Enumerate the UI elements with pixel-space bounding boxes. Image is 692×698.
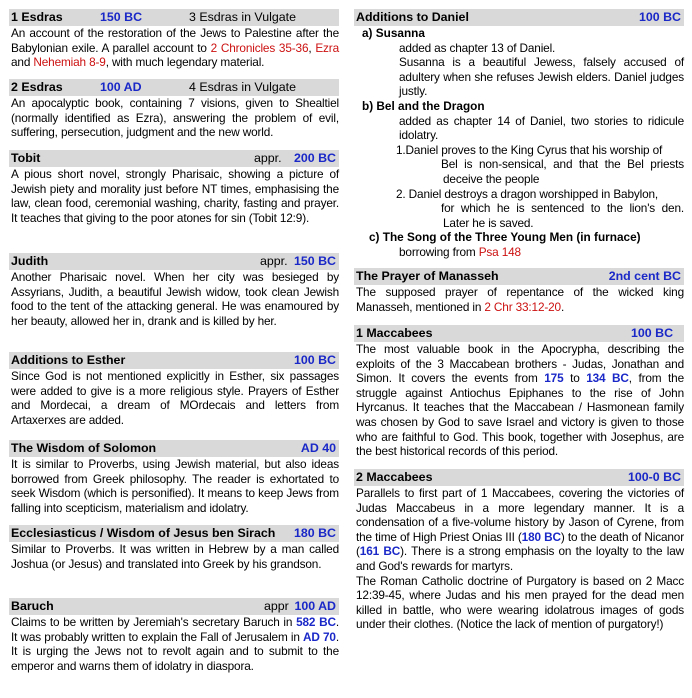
numbered-item-text: Bel is non-sensical, and that the Bel priests deceive the people [441, 157, 684, 186]
text-run: An account of the restoration of the Jews to Palestine after the Babylonian exile. A parallel account to [11, 26, 339, 55]
section-date: 180 BC [293, 526, 336, 540]
date-prefix: appr [264, 599, 289, 613]
numbered-item [354, 143, 684, 187]
section-title: Judith [11, 254, 49, 268]
text-run: , from the struggle against Antiochus Epiphanes to the rise of John Hyrcanus. It teaches that the Maccabean / Hasmonean family was chosen by God to save Israel and victory is given to those who are faithful to God. This book, together with Josephus, are the best historical records of this period. [356, 371, 685, 459]
section-text: It is similar to Proverbs, using Jewish material, but also ideas borrowed from Greek philosophy. The reader is exhortated to seek Wisdom (which is personified). It means to keep Jews from falling into scepticism, materialism and idolatry. [11, 457, 339, 515]
section-text: Similar to Proverbs. It was written in Hebrew by a man called Joshua (or Jesus) and translated into Greek by his grandson. [11, 542, 339, 571]
text-run: , with much legendary material. [105, 55, 265, 70]
section-title: Additions to Esther [11, 353, 126, 367]
text-run: ) to the death of Nicanor ( [356, 529, 684, 559]
subsection-text: Susanna is a beautiful Jewess, falsely accused of adultery when she refuses Jewish elders. Daniel judges justly. [399, 55, 684, 99]
date-prefix: appr. [260, 254, 288, 268]
numbered-item-text: 1.Daniel proves to the King Cyrus that his worship of [396, 142, 663, 157]
section-title: 1 Maccabees [356, 326, 433, 340]
text-run: to [563, 371, 587, 386]
section-header [9, 525, 339, 542]
text-run: and [11, 55, 34, 70]
section-date: 100-0 BC [627, 470, 681, 484]
text-run: borrowing from [399, 244, 479, 259]
date-highlight: 161 BC [359, 544, 401, 559]
section-date: 100 BC [293, 353, 336, 367]
text-run: . [560, 299, 565, 314]
date-highlight: 175 [544, 371, 564, 386]
section-date: 150 BC [100, 10, 143, 24]
numbered-item-text: for which he is sentenced to the lion's den. Later he is saved. [441, 201, 684, 230]
section-additions-to-daniel [354, 9, 684, 268]
subsection-label-susanna: a) Susanna [362, 26, 425, 40]
text-run: . It is urging the Jews not to revolt again and to submit to the emperor and warns them of idolatry in diaspora. [11, 629, 339, 673]
text-run: , [308, 40, 316, 55]
section-title: The Wisdom of Solomon [11, 441, 157, 455]
subsection-label-three-young-men: c) The Song of the Three Young Men (in furnace) [369, 230, 641, 245]
section-text: Since God is not mentioned explicitly in Esther, six passages were added to give is a more religious style. Prayers of Esther and Mordecai, a dream of MOrdecais and letters from Artaxerxes are added. [11, 369, 339, 427]
section-text [11, 26, 339, 70]
text-run: Claims to be written by Jeremiah's secretary Baruch in [11, 615, 297, 629]
section-baruch [9, 598, 339, 673]
section-text: A pious short novel, strongly Pharisaic, showing a picture of Jewish piety and morality just before NT times, emphasising the law, clean food, ceremonial washing, charity, fasting and prayer. It teaches that giving to the poor atones for sin (Tobit 12:9). [11, 167, 339, 225]
scripture-reference: 2 Chr 33:12-20 [484, 299, 561, 314]
numbered-item-text: 2. Daniel destroys a dragon worshipped in Babylon, [396, 186, 659, 201]
section-title: The Prayer of Manasseh [356, 269, 499, 283]
section-tobit [9, 150, 339, 253]
section-title: 2 Esdras [11, 80, 63, 94]
section-title: 2 Maccabees [356, 470, 433, 484]
section-date: 150 BC [293, 254, 336, 268]
text-run: The supposed prayer of repentance of the wicked king Manasseh, mentioned in [356, 285, 684, 314]
section-date: 100 AD [100, 80, 142, 94]
text-run: The most valuable book in the Apocrypha, describing the exploits of the 3 Maccabean brothers - Judas, Jonathan and Simon. It covers the events from [356, 342, 684, 386]
section-header [9, 440, 339, 457]
section-prayer-of-manasseh [354, 268, 684, 325]
section-header [354, 9, 684, 26]
text-run: . It was probably written to explain the Fall of Jerusalem in [11, 615, 339, 644]
section-header [354, 469, 684, 486]
right-column [354, 9, 684, 632]
section-note: 4 Esdras in Vulgate [189, 80, 296, 94]
section-date: AD 40 [300, 441, 336, 455]
section-1-esdras [9, 9, 339, 79]
section-title: 1 Esdras [11, 10, 63, 24]
subsection-text: added as chapter 13 of Daniel. [399, 40, 556, 55]
subsection-text [354, 245, 684, 260]
numbered-item [354, 187, 684, 231]
section-header [9, 598, 339, 615]
date-highlight: AD 70 [303, 629, 336, 644]
section-date: 100 BC [638, 10, 681, 24]
scripture-reference: Ezra [315, 40, 339, 55]
section-additions-to-esther [9, 352, 339, 440]
section-date: 200 BC [293, 151, 336, 165]
scripture-reference: Nehemiah 8-9 [33, 55, 106, 70]
subsection-text: added as chapter 14 of Daniel, two stories to ridicule idolatry. [399, 113, 684, 143]
subsection-label-bel-and-dragon: b) Bel and the Dragon [362, 98, 485, 113]
section-text [356, 342, 684, 459]
section-wisdom-of-solomon [9, 440, 339, 525]
section-title: Tobit [11, 151, 41, 165]
date-highlight: 180 BC [521, 529, 561, 544]
date-highlight: 582 BC [296, 615, 336, 629]
date-prefix: appr. [254, 151, 282, 165]
scripture-reference: Psa 148 [478, 244, 521, 259]
section-title: Additions to Daniel [356, 10, 469, 24]
section-2-esdras [9, 79, 339, 150]
section-note: 3 Esdras in Vulgate [189, 10, 296, 24]
scripture-reference: 2 Chronicles 35-36 [210, 40, 309, 55]
section-header [9, 9, 339, 26]
section-text [356, 285, 684, 314]
section-date: 100 AD [294, 599, 336, 613]
section-header [9, 79, 339, 96]
section-header [354, 268, 684, 285]
section-text [356, 486, 684, 574]
section-header [9, 150, 339, 167]
section-date: 2nd cent BC [608, 269, 681, 283]
date-highlight: 134 BC [586, 371, 629, 386]
section-title: Baruch [11, 599, 54, 613]
text-run: ). There is a strong emphasis on the loyalty to the law and God's rewards for martyrs. [356, 544, 684, 573]
section-2-maccabees [354, 469, 684, 632]
section-text-paragraph-2: The Roman Catholic doctrine of Purgatory is based on 2 Macc 12:39-45, where Judas and his men prayed for the dead men killed in battle, who were wearing idolatrous images of gods under their clothes. (Notice the lack of mention of purgatory!) [356, 573, 684, 632]
section-header [9, 352, 339, 369]
section-text: An apocalyptic book, containing 7 visions, given to Shealtiel (normally identified as Ezra), answering the problem of evil, suffering, persecution, judgment and the new world. [11, 96, 339, 140]
section-text [11, 615, 339, 673]
text-run: Parallels to first part of 1 Maccabees, covering the victories of Judas Maccabeus in a more legendary manner. It is a condensation of a five-volume history by Jason of Cyrene, from the time of High Priest Onias III ( [356, 486, 684, 544]
section-header [9, 253, 339, 270]
section-1-maccabees [354, 325, 684, 469]
section-date: 100 BC [631, 326, 674, 340]
section-header [354, 325, 684, 342]
section-title: Ecclesiasticus / Wisdom of Jesus ben Sirach [11, 526, 276, 540]
section-ecclesiasticus [9, 525, 339, 598]
section-text: Another Pharisaic novel. When her city was besieged by Assyrians, Judith, a beautiful Jewish widow, took clean Jewish food to the tent of the attacking general. He was enamoured by her beauty, allowed her in, drank and is killed by her. [11, 270, 339, 328]
left-column [9, 9, 339, 673]
section-judith [9, 253, 339, 352]
